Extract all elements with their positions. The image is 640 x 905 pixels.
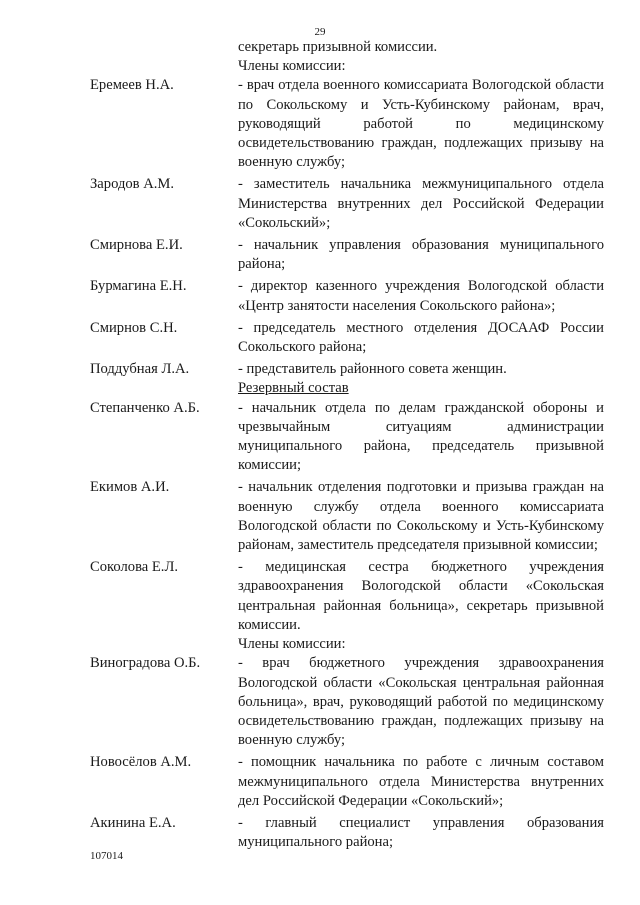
member-name: Степанченко А.Б. bbox=[90, 399, 200, 416]
document-body bbox=[90, 38, 604, 852]
member-entry bbox=[90, 654, 604, 750]
member-entry bbox=[90, 360, 604, 379]
reserve-entry bbox=[90, 558, 604, 635]
member-role: - главный специалист управления образования муниципального района; bbox=[238, 814, 604, 851]
member-role: - врач бюджетного учреждения здравоохранения Вологодской области «Сокольская центральная районная больница», врач, руководящий работой по медицинскому освидетельствованию граждан, подлежащих призыву на военную службу; bbox=[238, 655, 604, 749]
member-role: - председатель местного отделения ДОСААФ России Сокольского района; bbox=[238, 319, 604, 356]
member-entry bbox=[90, 753, 604, 811]
member-name: Смирнов С.Н. bbox=[90, 319, 178, 336]
document-code: 107014 bbox=[90, 850, 123, 862]
member-role: - медицинская сестра бюджетного учреждения здравоохранения Вологодской области «Сокольская центральная районная больница», секретарь призывной комиссии. bbox=[238, 559, 604, 633]
member-entry bbox=[90, 814, 604, 852]
member-role: - директор казенного учреждения Вологодской области «Центр занятости населения Сокольского района»; bbox=[238, 278, 604, 314]
member-entry bbox=[90, 76, 604, 172]
header-line: секретарь призывной комиссии. bbox=[238, 39, 438, 55]
member-name: Новосёлов А.М. bbox=[90, 754, 192, 771]
member-role: - врач отдела военного комиссариата Вологодской области по Сокольскому и Усть-Кубинскому районам, врач, руководящий работой по медицинскому освидетельствованию граждан, подлежащих призыву на военную службу; bbox=[238, 77, 604, 171]
member-entry bbox=[90, 236, 604, 274]
member-name: Еремеев Н.А. bbox=[90, 77, 174, 94]
reserve-entry bbox=[90, 478, 604, 555]
page-number: 29 bbox=[314, 26, 326, 38]
member-role: - помощник начальника по работе с личным составом межмуниципального отдела Министерства внутренних дел Российской Федерации «Сокольский»; bbox=[238, 754, 604, 809]
member-role: - начальник управления образования муниципального района; bbox=[238, 237, 604, 273]
member-name: Бурмагина Е.Н. bbox=[90, 278, 187, 295]
reserve-entry bbox=[90, 399, 604, 476]
member-name: Зародов А.М. bbox=[90, 176, 175, 193]
member-entry bbox=[90, 319, 604, 357]
member-name: Соколова Е.Л. bbox=[90, 559, 178, 576]
member-name: Поддубная Л.А. bbox=[90, 361, 190, 378]
member-entry bbox=[90, 277, 604, 315]
members-heading: Члены комиссии: bbox=[238, 58, 346, 75]
member-name: Екимов А.И. bbox=[90, 479, 170, 496]
reserve-heading: Резервный состав bbox=[238, 380, 349, 397]
member-role: - начальник отдела по делам гражданской обороны и чрезвычайным ситуациям администрации муниципального района, председатель призывной комиссии; bbox=[238, 399, 604, 474]
member-entry bbox=[90, 175, 604, 233]
member-name: Смирнова Е.И. bbox=[90, 237, 183, 254]
member-name: Виноградова О.Б. bbox=[90, 655, 201, 672]
members-heading: Члены комиссии: bbox=[238, 636, 346, 653]
member-name: Акинина Е.А. bbox=[90, 814, 176, 831]
member-role: - заместитель начальника межмуниципального отдела Министерства внутренних дел Российской Федерации «Сокольский»; bbox=[238, 176, 604, 231]
member-role: - начальник отделения подготовки и призыва граждан на военную службу отдела военного комиссариата Вологодской области по Сокольскому и Усть-Кубинскому районам, заместитель председателя призывной комиссии; bbox=[238, 479, 604, 554]
member-role: - представитель районного совета женщин. bbox=[238, 361, 507, 378]
